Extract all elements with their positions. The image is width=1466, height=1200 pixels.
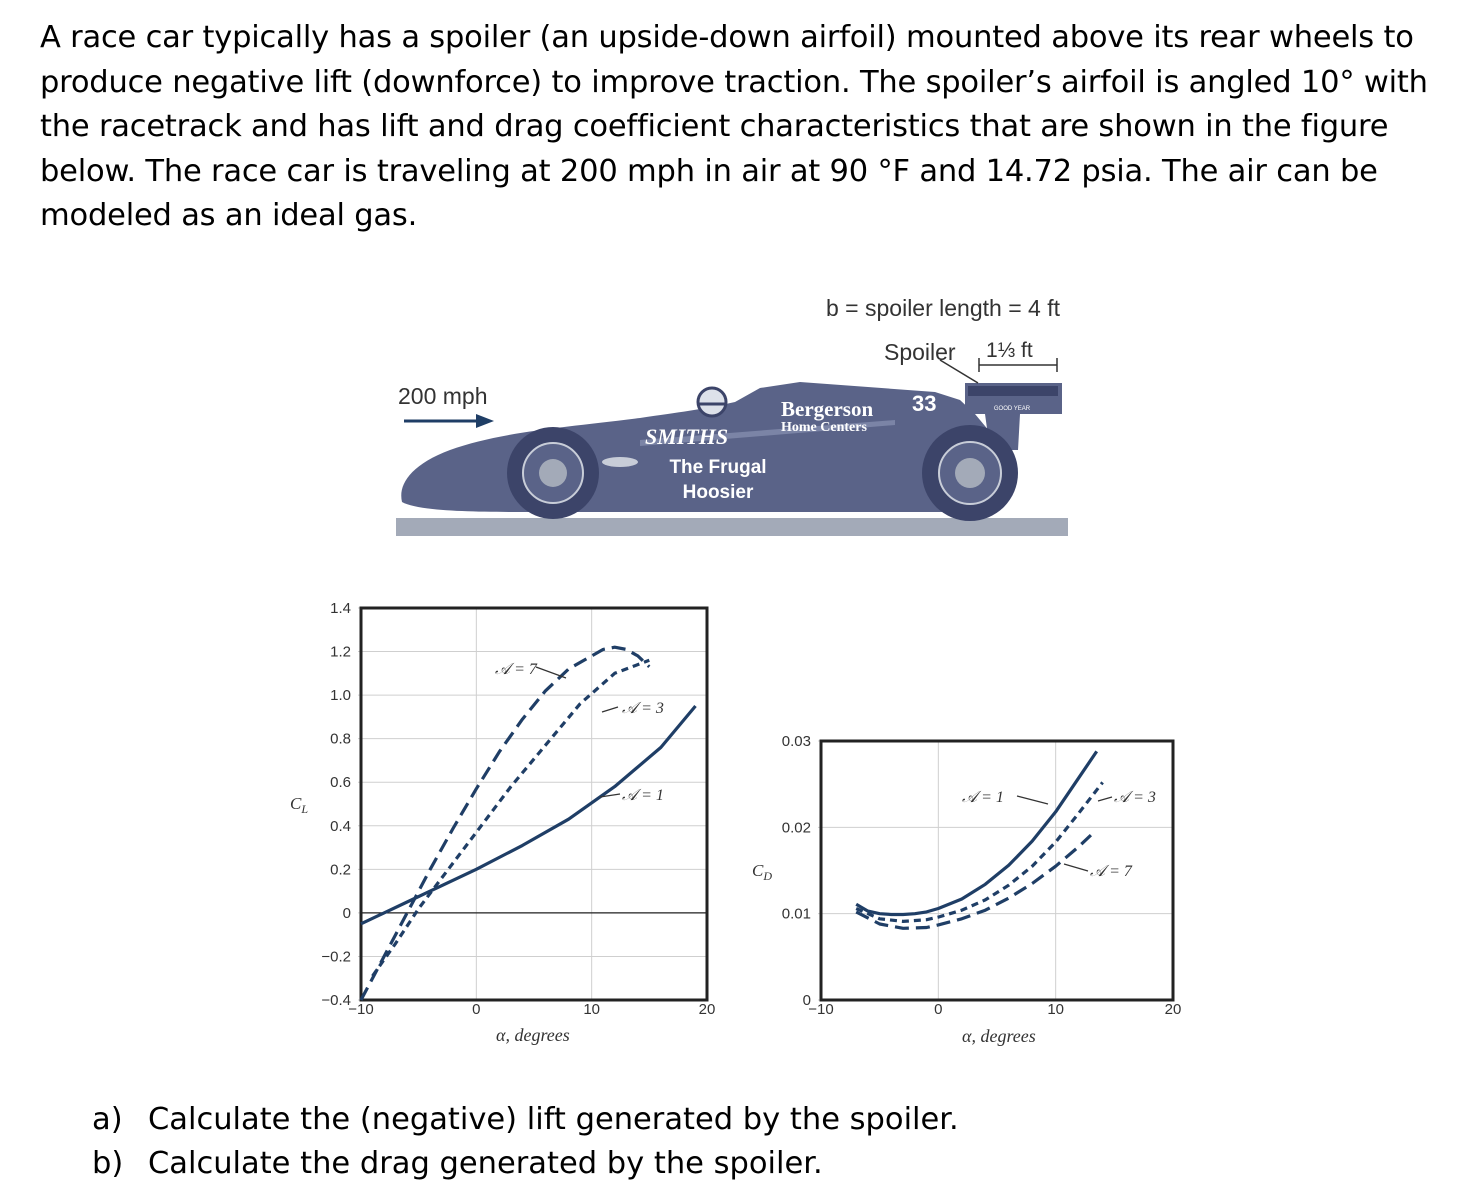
y-tick-label: 0.02 bbox=[781, 819, 811, 837]
car-text-bergerson: Bergerson bbox=[781, 397, 874, 421]
car-text-hoosier: Hoosier bbox=[682, 482, 754, 503]
lift-coefficient-chart bbox=[290, 600, 715, 1045]
y-tick-label: 0.03 bbox=[781, 733, 811, 750]
questions bbox=[92, 1098, 959, 1186]
series-annotation: 𝒜 = 3 bbox=[622, 700, 664, 717]
y-tick-label: 1.2 bbox=[330, 643, 351, 661]
y-tick-label: 0.8 bbox=[330, 730, 351, 748]
spoiler-leader-line bbox=[940, 360, 978, 383]
x-axis-label: α, degrees bbox=[962, 1026, 1036, 1046]
car-text-home-centers: Home Centers bbox=[781, 420, 867, 435]
y-tick-label: 1.4 bbox=[330, 600, 351, 617]
y-tick-label: 1.0 bbox=[330, 687, 351, 705]
car-text-good-year: GOOD YEAR bbox=[993, 406, 1031, 412]
x-tick-label: 0 bbox=[472, 1001, 481, 1018]
car-text-frugal: The Frugal bbox=[669, 457, 767, 478]
x-axis-label: α, degrees bbox=[496, 1025, 570, 1045]
y-tick-label: 0.01 bbox=[781, 905, 811, 923]
x-tick-label: 20 bbox=[698, 1001, 716, 1018]
series-line bbox=[373, 660, 650, 976]
x-tick-label: −10 bbox=[348, 1001, 374, 1018]
x-tick-label: 0 bbox=[934, 1001, 943, 1018]
annotation-leader bbox=[1017, 796, 1048, 804]
x-tick-label: 10 bbox=[583, 1001, 601, 1018]
question-b-text: Calculate the drag generated by the spoiler. bbox=[148, 1146, 823, 1181]
y-axis-label: $C_L$ bbox=[290, 794, 309, 816]
y-tick-label: −0.4 bbox=[321, 992, 351, 1009]
car-text-smiths: SMITHS bbox=[645, 424, 729, 449]
speed-arrow-head bbox=[476, 414, 494, 428]
car-illustration bbox=[396, 295, 1068, 536]
y-tick-label: 0 bbox=[342, 904, 351, 922]
speed-label: 200 mph bbox=[398, 383, 488, 409]
series-annotation: 𝒜 = 3 bbox=[1114, 789, 1156, 806]
series-annotation: 𝒜 = 1 bbox=[622, 787, 664, 804]
y-tick-label: −0.2 bbox=[321, 948, 351, 966]
y-axis-label: $C_D$ bbox=[752, 861, 773, 883]
y-tick-label: 0 bbox=[802, 992, 811, 1009]
span-label: b = spoiler length = 4 ft bbox=[826, 295, 1060, 321]
front-wheel bbox=[507, 427, 599, 519]
annotation-leader bbox=[1064, 864, 1088, 871]
series-line bbox=[856, 751, 1096, 914]
y-tick-label: 0.2 bbox=[330, 861, 351, 879]
question-b-label: b) bbox=[92, 1146, 124, 1181]
question-a bbox=[92, 1098, 959, 1142]
rear-wheel bbox=[922, 425, 1018, 521]
annotation-leader bbox=[536, 667, 566, 678]
series-annotation: 𝒜 = 1 bbox=[962, 789, 1004, 806]
x-tick-label: 20 bbox=[1164, 1001, 1182, 1018]
y-tick-label: 0.6 bbox=[330, 774, 351, 792]
drag-coefficient-chart bbox=[752, 733, 1181, 1046]
annotation-leader bbox=[602, 707, 618, 712]
question-a-label: a) bbox=[92, 1102, 123, 1137]
x-tick-label: 10 bbox=[1047, 1001, 1065, 1018]
series-annotation: 𝒜 = 7 bbox=[495, 661, 537, 678]
series-line bbox=[361, 647, 649, 1000]
car-text-number: 33 bbox=[912, 391, 937, 416]
x-tick-label: −10 bbox=[808, 1001, 834, 1018]
annotation-leader bbox=[1098, 797, 1112, 801]
question-b bbox=[92, 1142, 959, 1186]
y-tick-label: 0.4 bbox=[330, 817, 351, 835]
question-a-text: Calculate the (negative) lift generated by the spoiler. bbox=[148, 1102, 959, 1137]
problem-statement: A race car typically has a spoiler (an upside-down airfoil) mounted above its rear wheels to produce negative lift (downforce) to improve traction. The spoiler’s airfoil is angled 10° with the racetrack and has lift and drag coefficient characteristics that are shown in the figure below. The race car is traveling at 200 mph in air at 90 °F and 14.72 psia. The air can be modeled as an ideal gas. bbox=[40, 20, 1428, 233]
spoiler-label: Spoiler bbox=[884, 339, 956, 365]
chord-label: 1⅓ ft bbox=[986, 339, 1033, 362]
series-annotation: 𝒜 = 7 bbox=[1090, 863, 1132, 880]
